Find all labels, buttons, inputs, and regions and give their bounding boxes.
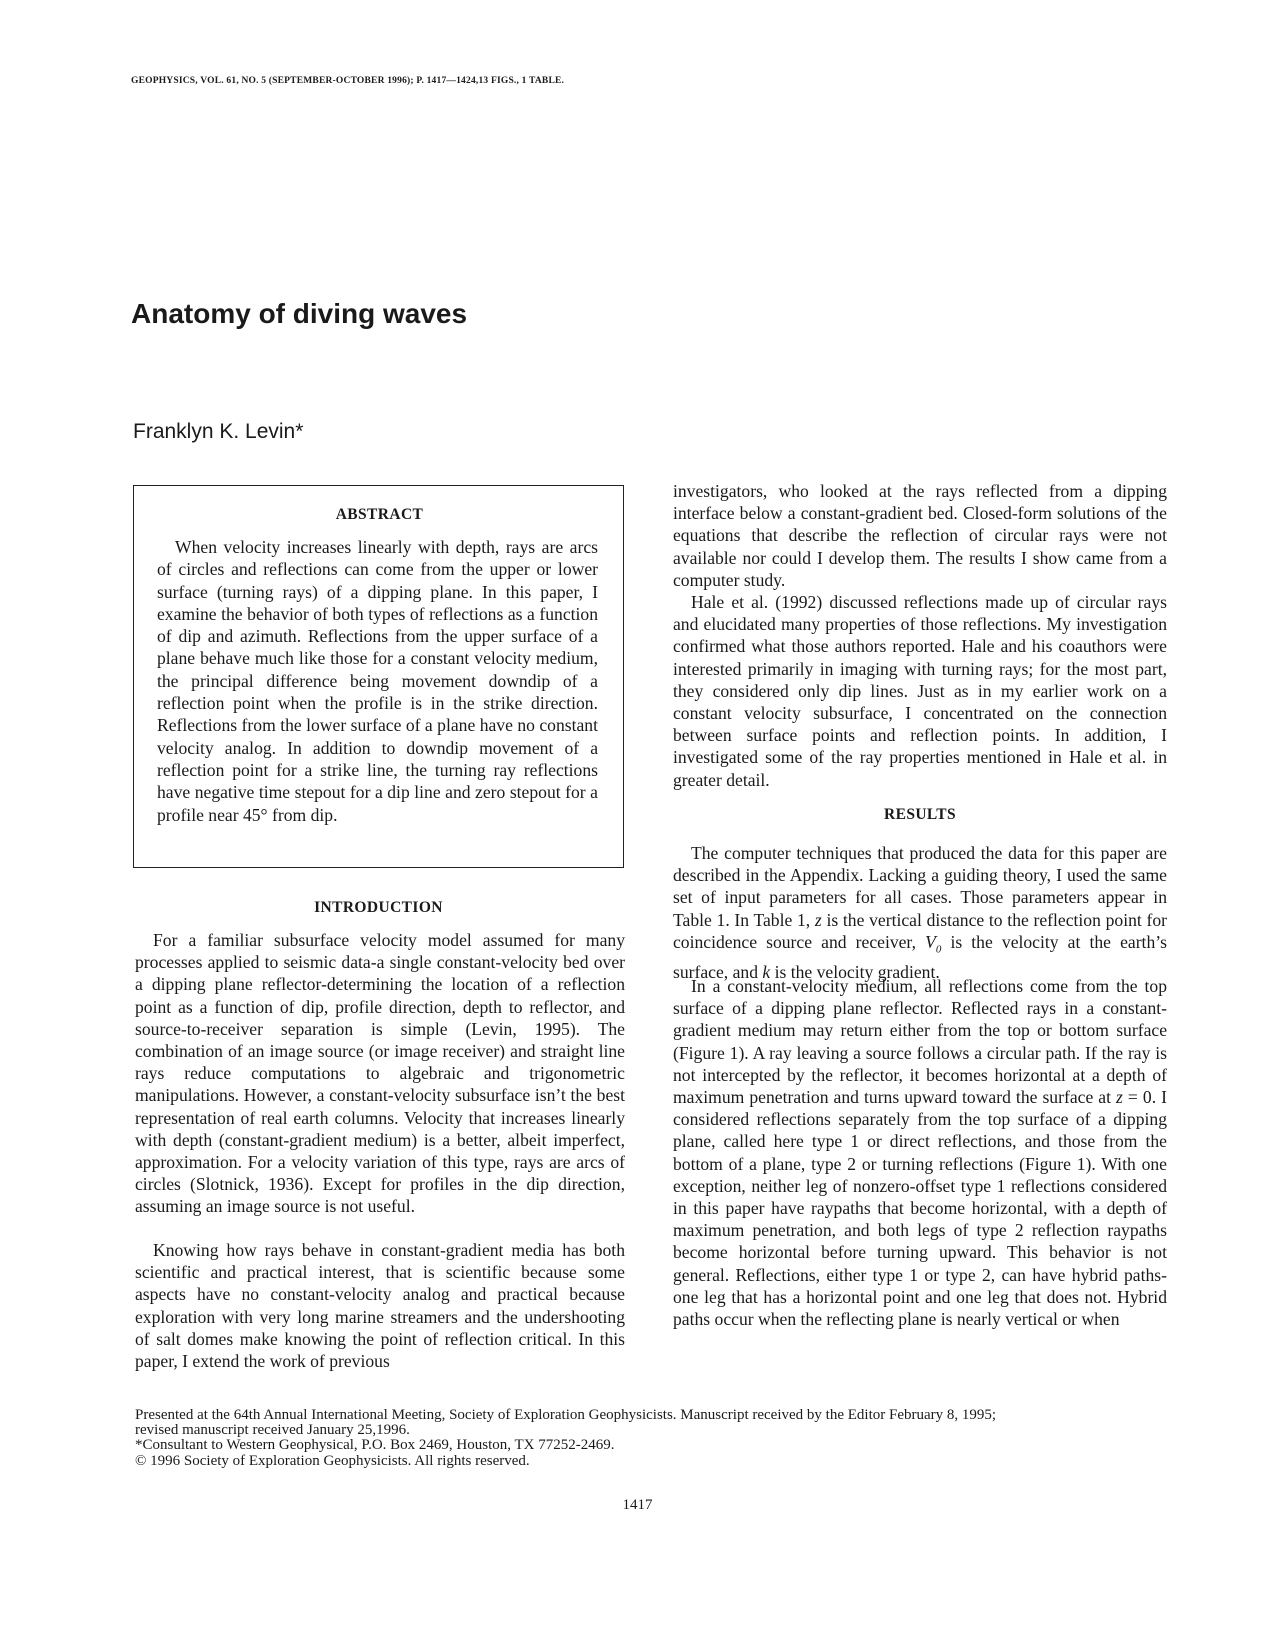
- continued-paragraph: investigators, who looked at the rays reflected from a dipping interface below a constant-gradient bed. Closed-form solutions of the equations that describe the reflection of circular rays were not available nor could I develop them. The results I show came from a computer study.: [673, 481, 1167, 590]
- var-v0: $V_0$: [925, 931, 942, 956]
- introduction-heading: INTRODUCTION: [314, 899, 443, 916]
- footnote-revised: revised manuscript received January 25,1996.: [135, 1422, 410, 1439]
- paper-title: Anatomy of diving waves: [131, 298, 468, 329]
- running-head: GEOPHYSICS, VOL. 61, NO. 5 (SEPTEMBER-OCTOBER 1996); P. 1417—1424,13 FIGS., 1 TABLE.: [131, 76, 565, 86]
- hale-paragraph: Hale et al. (1992) discussed reflections made up of circular rays and elucidated many properties of those reflections. My investigation confirmed what those authors reported. Hale and his coauthors were interested primarily in imaging with turning rays; for the most part, they considered only dip lines. Just as in my earlier work on a constant velocity subsurface, I concentrated on the connection between surface points and reflection points. In addition, I investigated some of the ray properties mentioned in Hale et al. in greater detail.: [673, 592, 1167, 790]
- footnote-consultant: *Consultant to Western Geophysical, P.O. Box 2469, Houston, TX 77252-2469.: [135, 1437, 615, 1454]
- author-name: Franklyn K. Levin*: [133, 420, 304, 443]
- abstract-body: When velocity increases linearly with depth, rays are arcs of circles and reflections can come from the upper or lower surface (turning rays) of a dipping plane. In this paper, I examine the behavior of both types of reflections as a function of dip and azimuth. Reflections from the upper surface of a plane behave much like those for a constant velocity medium, the principal difference being movement downdip of a reflection point when the profile is in the strike direction. Reflections from the lower surface of a plane have no constant velocity analog. In addition to downdip movement of a reflection point for a strike line, the turning ray reflections have negative time stepout for a dip line and zero stepout for a profile near 45° from dip.: [157, 537, 598, 825]
- footnote: [135, 1408, 1170, 1469]
- abstract-box: [133, 485, 624, 868]
- footnote-copyright: © 1996 Society of Exploration Geophysicists. All rights reserved.: [135, 1452, 530, 1469]
- page-number: 1417: [622, 1497, 653, 1513]
- var-z-eq: z: [1116, 1087, 1123, 1108]
- introduction-paragraph-2: Knowing how rays behave in constant-gradient media has both scientific and practical interest, that is scientific because some aspects have no constant-velocity analog and practical because exploration with very long marine streamers and the undershooting of salt domes make knowing the point of reflection critical. In this paper, I extend the work of previous: [135, 1240, 625, 1372]
- results-paragraph-1: The computer techniques that produced the data for this paper are described in the Appendix. Lacking a guiding theory, I used the same set of input parameters for all cases. Those parameters appear in Table 1. In Table 1, z is the vertical distance to the reflection point for coincidence source and receiver, $V_0$ is the velocity at the earth’s surface, and k is the velocity gradient.: [673, 843, 1167, 982]
- results-paragraph-2: In a constant-velocity medium, all reflections come from the top surface of a dipping plane reflector. Reflected rays in a constant-gradient medium may return either from the top or bottom surface (Figure 1). A ray leaving a source follows a circular path. If the ray is not intercepted by the reflector, it becomes horizontal at a depth of maximum penetration and turns upward toward the surface at z = 0. I considered reflections separately from the top surface of a dipping plane, called here type 1 or direct reflections, and those from the bottom of a plane, type 2 or turning reflections (Figure 1). With one exception, neither leg of nonzero-offset type 1 reflections considered in this paper have raypaths that become horizontal, with a depth of maximum penetration, and both legs of type 2 reflection raypaths become horizontal before turning upward. This behavior is not general. Reflections, either type 1 or type 2, can have hybrid paths-one leg that has a horizontal point and one leg that does not. Hybrid paths occur when the reflecting plane is nearly vertical or when: [673, 976, 1167, 1330]
- introduction-paragraph-1: For a familiar subsurface velocity model assumed for many processes applied to seismic data-a single constant-velocity bed over a dipping plane reflector-determining the location of a reflection point as a function of dip, profile direction, depth to reflector, and source-to-receiver separation is simple (Levin, 1995). The combination of an image source (or image receiver) and straight line rays reduce computations to algebraic and trigonometric manipulations. However, a constant-velocity subsurface isn’t the best representation of real earth columns. Velocity that increases linearly with depth (constant-gradient medium) is a better, albeit imperfect, approximation. For a velocity variation of this type, rays are arcs of circles (Slotnick, 1936). Except for profiles in the dip direction, assuming an image source is not useful.: [135, 930, 625, 1217]
- abstract-heading: ABSTRACT: [335, 506, 424, 523]
- var-z: z: [814, 909, 822, 930]
- footnote-presented: Presented at the 64th Annual International Meeting, Society of Exploration Geophysicists. Manuscript received by the Editor February 8, 1995;: [135, 1407, 997, 1423]
- results-heading: RESULTS: [883, 806, 957, 823]
- var-k: k: [762, 961, 771, 982]
